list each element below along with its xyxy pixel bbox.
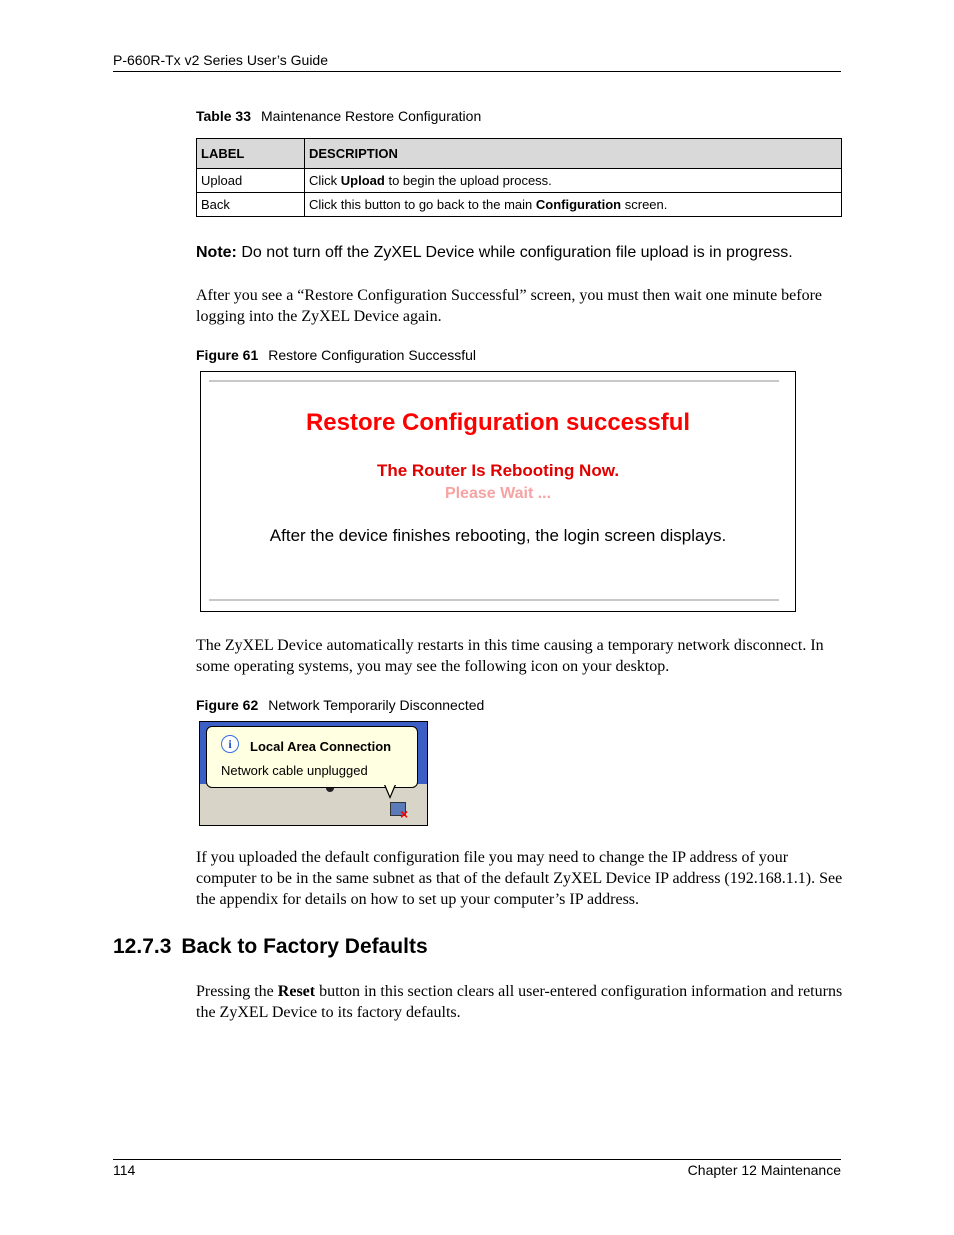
chapter-footer: Chapter 12 Maintenance [687, 1162, 841, 1178]
balloon-message: Network cable unplugged [221, 763, 368, 778]
reset-text: Pressing the [196, 983, 278, 1000]
note-text: Do not turn off the ZyXEL Device while configuration file upload is in progress. [236, 244, 793, 261]
desc-text: Click [309, 173, 341, 188]
table-header-row [197, 139, 842, 169]
reset-bold: Reset [277, 983, 316, 1000]
paragraph-default-config: If you uploaded the default configuration file you may need to change the IP address of your computer to be in the same subnet as that of the default ZyXEL Device IP address (192.168.1.1). See the appendix for details on how to set up your computer’s IP address. [196, 849, 843, 908]
section-title: Back to Factory Defaults [181, 935, 428, 958]
table-row [197, 193, 842, 217]
row-label: Upload [197, 169, 305, 193]
desc-text: Click this button to go back to the main [309, 197, 536, 212]
table-caption [196, 108, 481, 124]
note-label: Note: [196, 244, 237, 261]
note [196, 244, 793, 262]
page-number: 114 [113, 1162, 136, 1178]
desc-text: screen. [621, 197, 668, 212]
table-caption-label: Table 33 [196, 108, 251, 124]
paragraph-restart: The ZyXEL Device automatically restarts in this time causing a temporary network disconnect. In some operating systems, you may see the following icon on your desktop. [196, 637, 824, 675]
header-rule [113, 71, 841, 72]
paragraph-restore-wait: After you see a “Restore Configuration Successful” screen, you must then wait one minute before logging into the ZyXEL Device again. [196, 287, 823, 325]
notification-balloon[interactable] [206, 726, 418, 788]
figure62-caption [196, 697, 484, 713]
please-wait-message: Please Wait ... [444, 485, 552, 502]
top-divider [209, 380, 779, 382]
maintenance-restore-table [196, 138, 842, 217]
balloon-tail-fill [385, 784, 395, 796]
login-screen-message: After the device finishes rebooting, the login screen displays. [269, 526, 727, 545]
figure61-caption-label: Figure 61 [196, 347, 259, 363]
column-header-label: LABEL [197, 139, 305, 169]
restore-success-title: Restore Configuration successful [305, 409, 691, 436]
row-label: Back [197, 193, 305, 217]
reset-text: button in this section clears all user-entered configuration information and returns the ZyXEL Device to its factory defaults. [196, 983, 843, 1021]
figure61-caption-text: Restore Configuration Successful [268, 347, 477, 363]
disconnected-x-icon: × [400, 806, 409, 822]
desc-bold: Configuration [535, 197, 622, 212]
figure62-caption-text: Network Temporarily Disconnected [268, 697, 485, 713]
paragraph-reset [196, 981, 846, 1023]
footer-rule [113, 1159, 841, 1160]
restore-success-screenshot [200, 371, 796, 612]
rebooting-message: The Router Is Rebooting Now. [376, 461, 620, 480]
desc-bold: Upload [340, 173, 385, 188]
table-row [197, 169, 842, 193]
row-description [305, 193, 842, 217]
info-icon: i [221, 735, 239, 753]
figure61-caption [196, 347, 476, 363]
network-disconnected-screenshot [199, 721, 428, 826]
balloon-title: Local Area Connection [250, 739, 392, 754]
section-heading [113, 935, 438, 959]
running-header: P-660R-Tx v2 Series User’s Guide [113, 52, 329, 68]
section-number: 12.7.3 [113, 935, 172, 958]
column-header-description: DESCRIPTION [305, 139, 842, 169]
desc-text: to begin the upload process. [384, 173, 552, 188]
figure62-caption-label: Figure 62 [196, 697, 259, 713]
row-description [305, 169, 842, 193]
table-caption-text: Maintenance Restore Configuration [261, 108, 482, 124]
bottom-divider [209, 599, 779, 601]
